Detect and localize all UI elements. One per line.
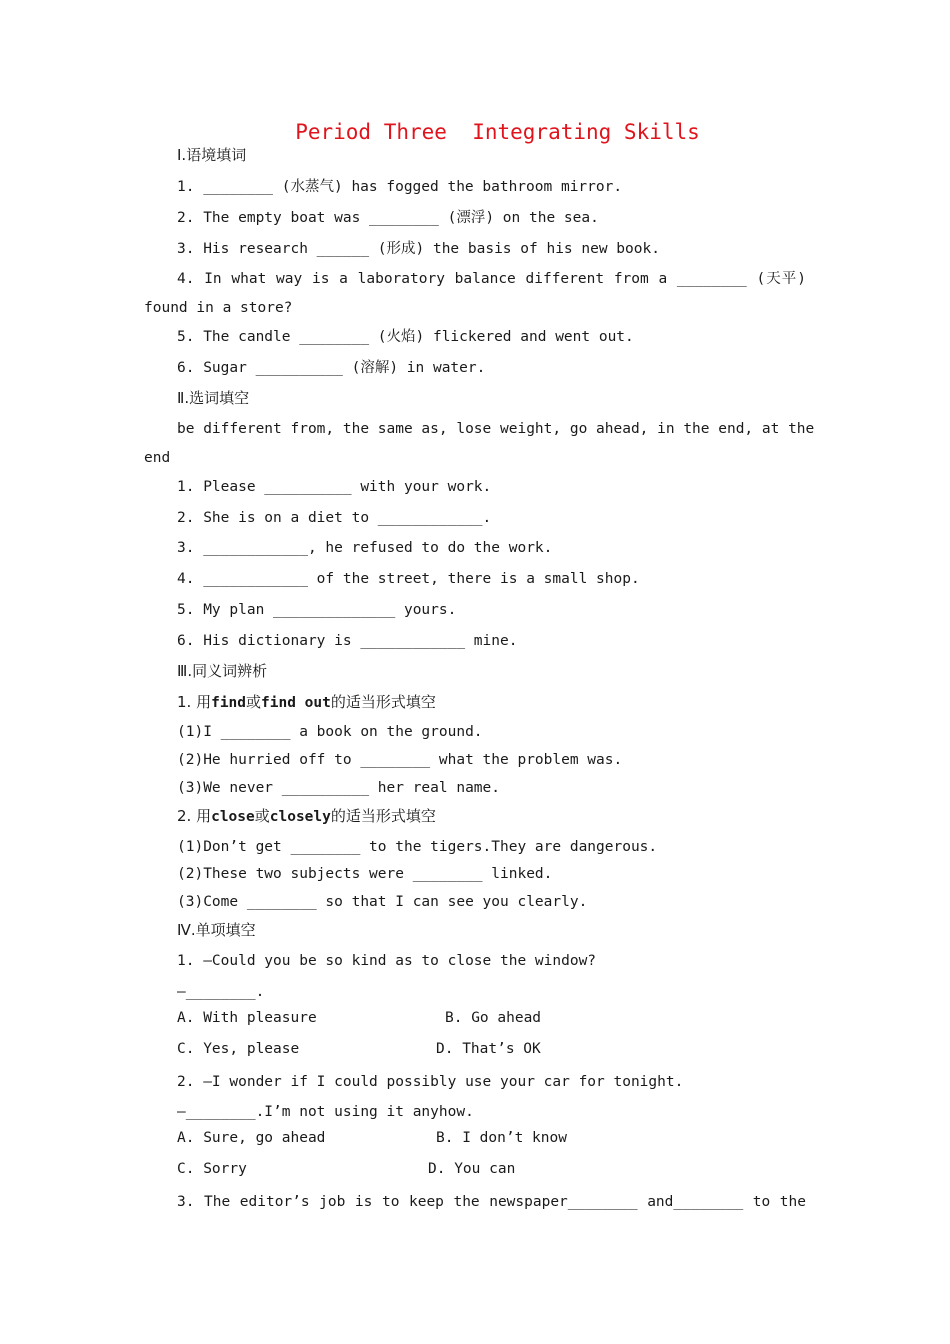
page-title: Period Three Integrating Skills xyxy=(295,120,700,144)
s3-2-question-2: (2)These two subjects were ________ linked. xyxy=(177,866,553,882)
s3-subheading-1 xyxy=(177,692,436,713)
s2-question-5: 5. My plan ______________ yours. xyxy=(177,602,457,618)
s1-question-4-cont: found in a store? xyxy=(144,300,293,316)
s4-q2-option-a: A. Sure, go ahead xyxy=(177,1130,326,1146)
s4-question-1: 1. —Could you be so kind as to close the window? xyxy=(177,953,597,969)
s3-sub1-suffix: 的适当形式填空 xyxy=(330,693,436,711)
s3-sub2-suffix: 的适当形式填空 xyxy=(330,807,436,825)
s2-question-6: 6. His dictionary is ____________ mine. xyxy=(177,633,518,649)
s3-sub2-word2: closely xyxy=(269,809,331,825)
s3-1-question-2: (2)He hurried off to ________ what the problem was. xyxy=(177,752,623,768)
s3-sub1-or: 或 xyxy=(246,693,262,711)
s3-sub2-prefix: 2. 用 xyxy=(177,807,212,825)
s3-1-question-1: (1)I ________ a book on the ground. xyxy=(177,724,483,740)
s2-question-1: 1. Please __________ with your work. xyxy=(177,479,492,495)
s4-question-3: 3. The editor’s job is to keep the newspaper________ and________ to the xyxy=(177,1194,806,1210)
s4-question-1-reply: —________. xyxy=(177,984,265,1000)
s3-subheading-2 xyxy=(177,806,436,827)
s3-sub1-word2: find out xyxy=(261,695,331,711)
s4-q2-option-d: D. You can xyxy=(428,1161,516,1177)
s1-question-4: 4. In what way is a laboratory balance different from a ________ (天平) xyxy=(177,271,806,287)
section-2-heading: Ⅱ.选词填空 xyxy=(177,389,250,407)
section-3-heading: Ⅲ.同义词辨析 xyxy=(177,662,268,680)
s2-question-2: 2. She is on a diet to ____________. xyxy=(177,510,492,526)
s1-question-3: 3. His research ______ (形成) the basis of his new book. xyxy=(177,241,660,257)
s4-q1-option-a: A. With pleasure xyxy=(177,1010,317,1026)
s3-1-question-3: (3)We never __________ her real name. xyxy=(177,780,501,796)
s3-sub1-prefix: 1. 用 xyxy=(177,693,212,711)
s1-question-1: 1. ________ (水蒸气) has fogged the bathroom mirror. xyxy=(177,179,623,195)
s3-sub2-or: 或 xyxy=(254,807,270,825)
s4-q2-option-c: C. Sorry xyxy=(177,1161,247,1177)
s2-question-4: 4. ____________ of the street, there is a small shop. xyxy=(177,571,640,587)
s4-q1-option-b: B. Go ahead xyxy=(445,1010,542,1026)
s4-question-2-reply: —________.I’m not using it anyhow. xyxy=(177,1104,474,1120)
word-bank-cont: end xyxy=(144,450,171,466)
word-bank: be different from, the same as, lose weight, go ahead, in the end, at the xyxy=(177,421,815,437)
s4-question-2: 2. —I wonder if I could possibly use your car for tonight. xyxy=(177,1074,684,1090)
s3-sub1-word1: find xyxy=(211,695,247,711)
s3-2-question-3: (3)Come ________ so that I can see you clearly. xyxy=(177,894,588,910)
s3-sub2-word1: close xyxy=(211,809,255,825)
s2-question-3: 3. ____________, he refused to do the work. xyxy=(177,540,553,556)
section-4-heading: Ⅳ.单项填空 xyxy=(177,921,256,939)
s3-2-question-1: (1)Don’t get ________ to the tigers.They are dangerous. xyxy=(177,839,658,855)
section-1-heading: Ⅰ.语境填词 xyxy=(177,146,247,164)
s1-question-6: 6. Sugar __________ (溶解) in water. xyxy=(177,360,486,376)
s4-q2-option-b: B. I don’t know xyxy=(436,1130,567,1146)
s1-question-5: 5. The candle ________ (火焰) flickered and went out. xyxy=(177,329,634,345)
s4-q1-option-c: C. Yes, please xyxy=(177,1041,300,1057)
s4-q1-option-d: D. That’s OK xyxy=(436,1041,541,1057)
s1-question-2: 2. The empty boat was ________ (漂浮) on the sea. xyxy=(177,210,599,226)
